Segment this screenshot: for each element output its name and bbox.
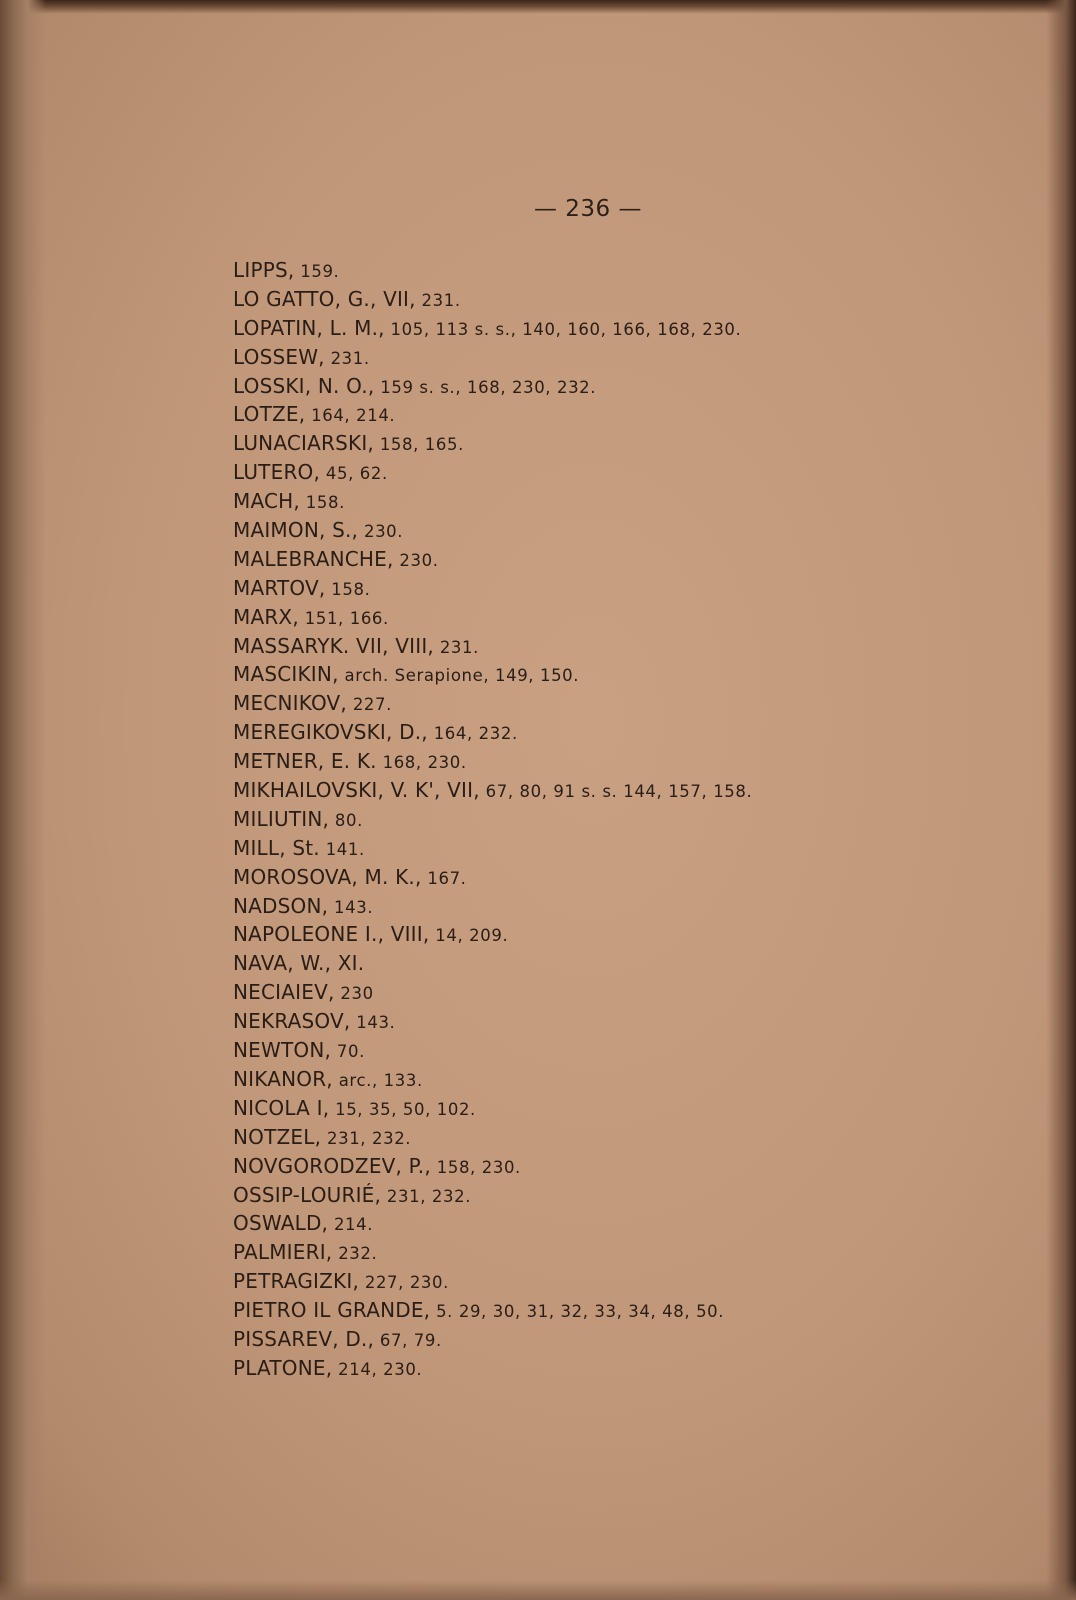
index-entry-refs: 227. [346, 695, 392, 715]
index-entry [233, 1181, 1033, 1210]
index-entry [233, 1354, 1033, 1383]
index-entry-name: LO GATTO, G., VII, [233, 286, 416, 311]
index-entry-refs: 231. [415, 290, 461, 310]
index-entry [233, 1325, 1033, 1354]
index-entry-name: MIKHAILOVSKI, V. K', VII, [233, 778, 480, 803]
index-entry-refs: 80. [329, 810, 363, 830]
index-entry-name: OSSIP-LOURIÉ, [233, 1182, 382, 1207]
index-entry-refs: 105, 113 s. s., 140, 160, 166, 168, 230. [384, 319, 742, 339]
page-left-edge [0, 0, 46, 1600]
index-entry-name: OSWALD, [233, 1211, 329, 1236]
index-entry-refs: 67, 79. [374, 1330, 442, 1350]
index-entry-refs: 159 s. s., 168, 230, 232. [374, 377, 597, 397]
index-entry-name: LIPPS, [233, 258, 295, 282]
index-entry-name: LOSSKI, N. O., [233, 373, 375, 398]
index-entry-name: NEWTON, [233, 1038, 332, 1063]
index-entry [233, 574, 1033, 603]
index-entry [233, 314, 1033, 343]
index-entry-refs: 231, 232. [381, 1186, 472, 1206]
index-entry [233, 1238, 1033, 1267]
index-entry [233, 545, 1033, 574]
index-entry [233, 718, 1033, 747]
index-entry-refs: 231. [324, 348, 370, 368]
index-entry-refs: 214, 230. [332, 1359, 423, 1379]
index-entry-name: MAIMON, S., [233, 518, 359, 543]
index-entry-refs: 45, 62. [320, 464, 388, 484]
index-entry-refs: 158, 230. [430, 1157, 521, 1177]
index-entry-name: MILIUTIN, [233, 806, 330, 831]
index-entry-name: PALMIERI, [233, 1240, 333, 1265]
index-entry-refs: 151, 166. [298, 608, 389, 628]
index-entry-refs: 227, 230. [359, 1273, 449, 1293]
index-entry [233, 660, 1033, 689]
index-entry-refs: 15, 35, 50, 102. [329, 1099, 476, 1119]
index-entry [233, 1296, 1033, 1325]
page-top-edge [0, 0, 1076, 14]
index-entry-refs: 143. [350, 1013, 396, 1033]
index-entry-refs: 230. [358, 522, 404, 542]
page-bottom-edge [0, 1580, 1076, 1600]
index-entry-refs: 158. [325, 579, 371, 599]
name-index-list [233, 256, 1033, 1383]
index-entry-name: MILL, St. [233, 835, 320, 860]
index-entry [233, 805, 1033, 834]
index-entry [233, 776, 1033, 805]
index-entry [233, 372, 1033, 401]
index-entry-name: LOSSEW, [233, 344, 325, 369]
index-entry-refs: arc., 133. [332, 1070, 423, 1090]
index-entry-name: NOVGORODZEV, P., [233, 1153, 431, 1178]
index-entry-refs: 168, 230. [376, 753, 467, 773]
page-right-edge [1046, 0, 1076, 1600]
index-entry [233, 949, 1033, 978]
index-entry [233, 1152, 1033, 1181]
index-entry-name: NAPOLEONE I., VIII, [233, 922, 430, 947]
index-entry-refs: 5. 29, 30, 31, 32, 33, 34, 48, 50. [430, 1302, 725, 1322]
index-entry-name: MALEBRANCHE, [233, 546, 394, 571]
index-entry-name: PIETRO IL GRANDE, [233, 1298, 431, 1323]
index-entry-name: MOROSOVA, M. K., [233, 864, 422, 889]
index-entry-refs: 214. [328, 1215, 374, 1235]
index-entry-refs: 70. [331, 1042, 365, 1062]
index-entry-refs: 231, 232. [321, 1128, 412, 1148]
index-entry-refs: 164, 214. [305, 406, 396, 426]
index-entry [233, 1123, 1033, 1152]
index-entry [233, 1094, 1033, 1123]
index-entry-name: MASSARYK. VII, VIII, [233, 633, 434, 658]
index-entry [233, 1209, 1033, 1238]
index-entry-name: MARX, [233, 604, 299, 629]
index-entry-name: LUNACIARSKI, [233, 431, 374, 456]
index-entry-refs: 230 [334, 984, 374, 1004]
index-entry [233, 516, 1033, 545]
index-entry-name: NEKRASOV, [233, 1009, 351, 1034]
index-entry [233, 632, 1033, 661]
index-entry-name: NOTZEL, [233, 1124, 322, 1149]
index-entry-name: MARTOV, [233, 575, 326, 600]
index-entry [233, 1267, 1033, 1296]
index-entry [233, 689, 1033, 718]
index-entry-refs: 231. [433, 637, 479, 657]
index-entry [233, 834, 1033, 863]
index-entry-name: PISSAREV, D., [233, 1326, 375, 1351]
index-entry-name: NAVA, W., XI. [233, 951, 365, 976]
index-entry [233, 863, 1033, 892]
index-entry [233, 1036, 1033, 1065]
index-entry-refs: 14, 209. [429, 926, 509, 946]
index-entry [233, 892, 1033, 921]
index-entry-name: LUTERO, [233, 460, 321, 485]
index-entry [233, 1065, 1033, 1094]
index-entry-name: METNER, E. K. [233, 749, 377, 774]
index-entry [233, 285, 1033, 314]
index-entry [233, 603, 1033, 632]
page-number: — 236 — [533, 196, 643, 222]
index-entry-name: MACH, [233, 489, 300, 514]
index-entry [233, 487, 1033, 516]
index-entry-name: MASCIKIN, [233, 662, 339, 687]
index-entry-refs: 159. [294, 262, 340, 281]
index-entry-refs: 141. [319, 839, 365, 859]
index-entry [233, 920, 1033, 949]
index-entry-name: PETRAGIZKI, [233, 1269, 359, 1294]
index-entry-refs: 158, 165. [373, 435, 464, 455]
index-entry-name: LOPATIN, L. M., [233, 315, 385, 340]
index-entry [233, 978, 1033, 1007]
index-entry-name: PLATONE, [233, 1355, 333, 1380]
index-entry-refs: 67, 80, 91 s. s. 144, 157, 158. [479, 782, 753, 802]
index-entry [233, 343, 1033, 372]
index-entry-refs: 164, 232. [427, 724, 518, 744]
index-entry [233, 1007, 1033, 1036]
index-entry [233, 747, 1033, 776]
index-entry [233, 458, 1033, 487]
index-entry [233, 256, 1033, 285]
index-entry-name: NADSON, [233, 893, 329, 918]
index-entry-refs: 158. [299, 493, 345, 513]
index-entry-name: MECNIKOV, [233, 691, 347, 716]
index-entry [233, 429, 1033, 458]
index-entry-name: NIKANOR, [233, 1066, 333, 1091]
index-entry-refs: 167. [421, 868, 467, 888]
index-entry-name: LOTZE, [233, 402, 306, 427]
index-entry [233, 400, 1033, 429]
index-entry-refs: 230. [393, 550, 439, 570]
index-entry-name: NICOLA I, [233, 1095, 330, 1120]
index-entry-refs: arch. Serapione, 149, 150. [338, 666, 580, 686]
index-entry-refs: 232. [332, 1244, 378, 1264]
index-entry-name: MEREGIKOVSKI, D., [233, 720, 428, 745]
index-entry-refs: 143. [328, 897, 374, 917]
index-entry-name: NECIAIEV, [233, 980, 335, 1005]
